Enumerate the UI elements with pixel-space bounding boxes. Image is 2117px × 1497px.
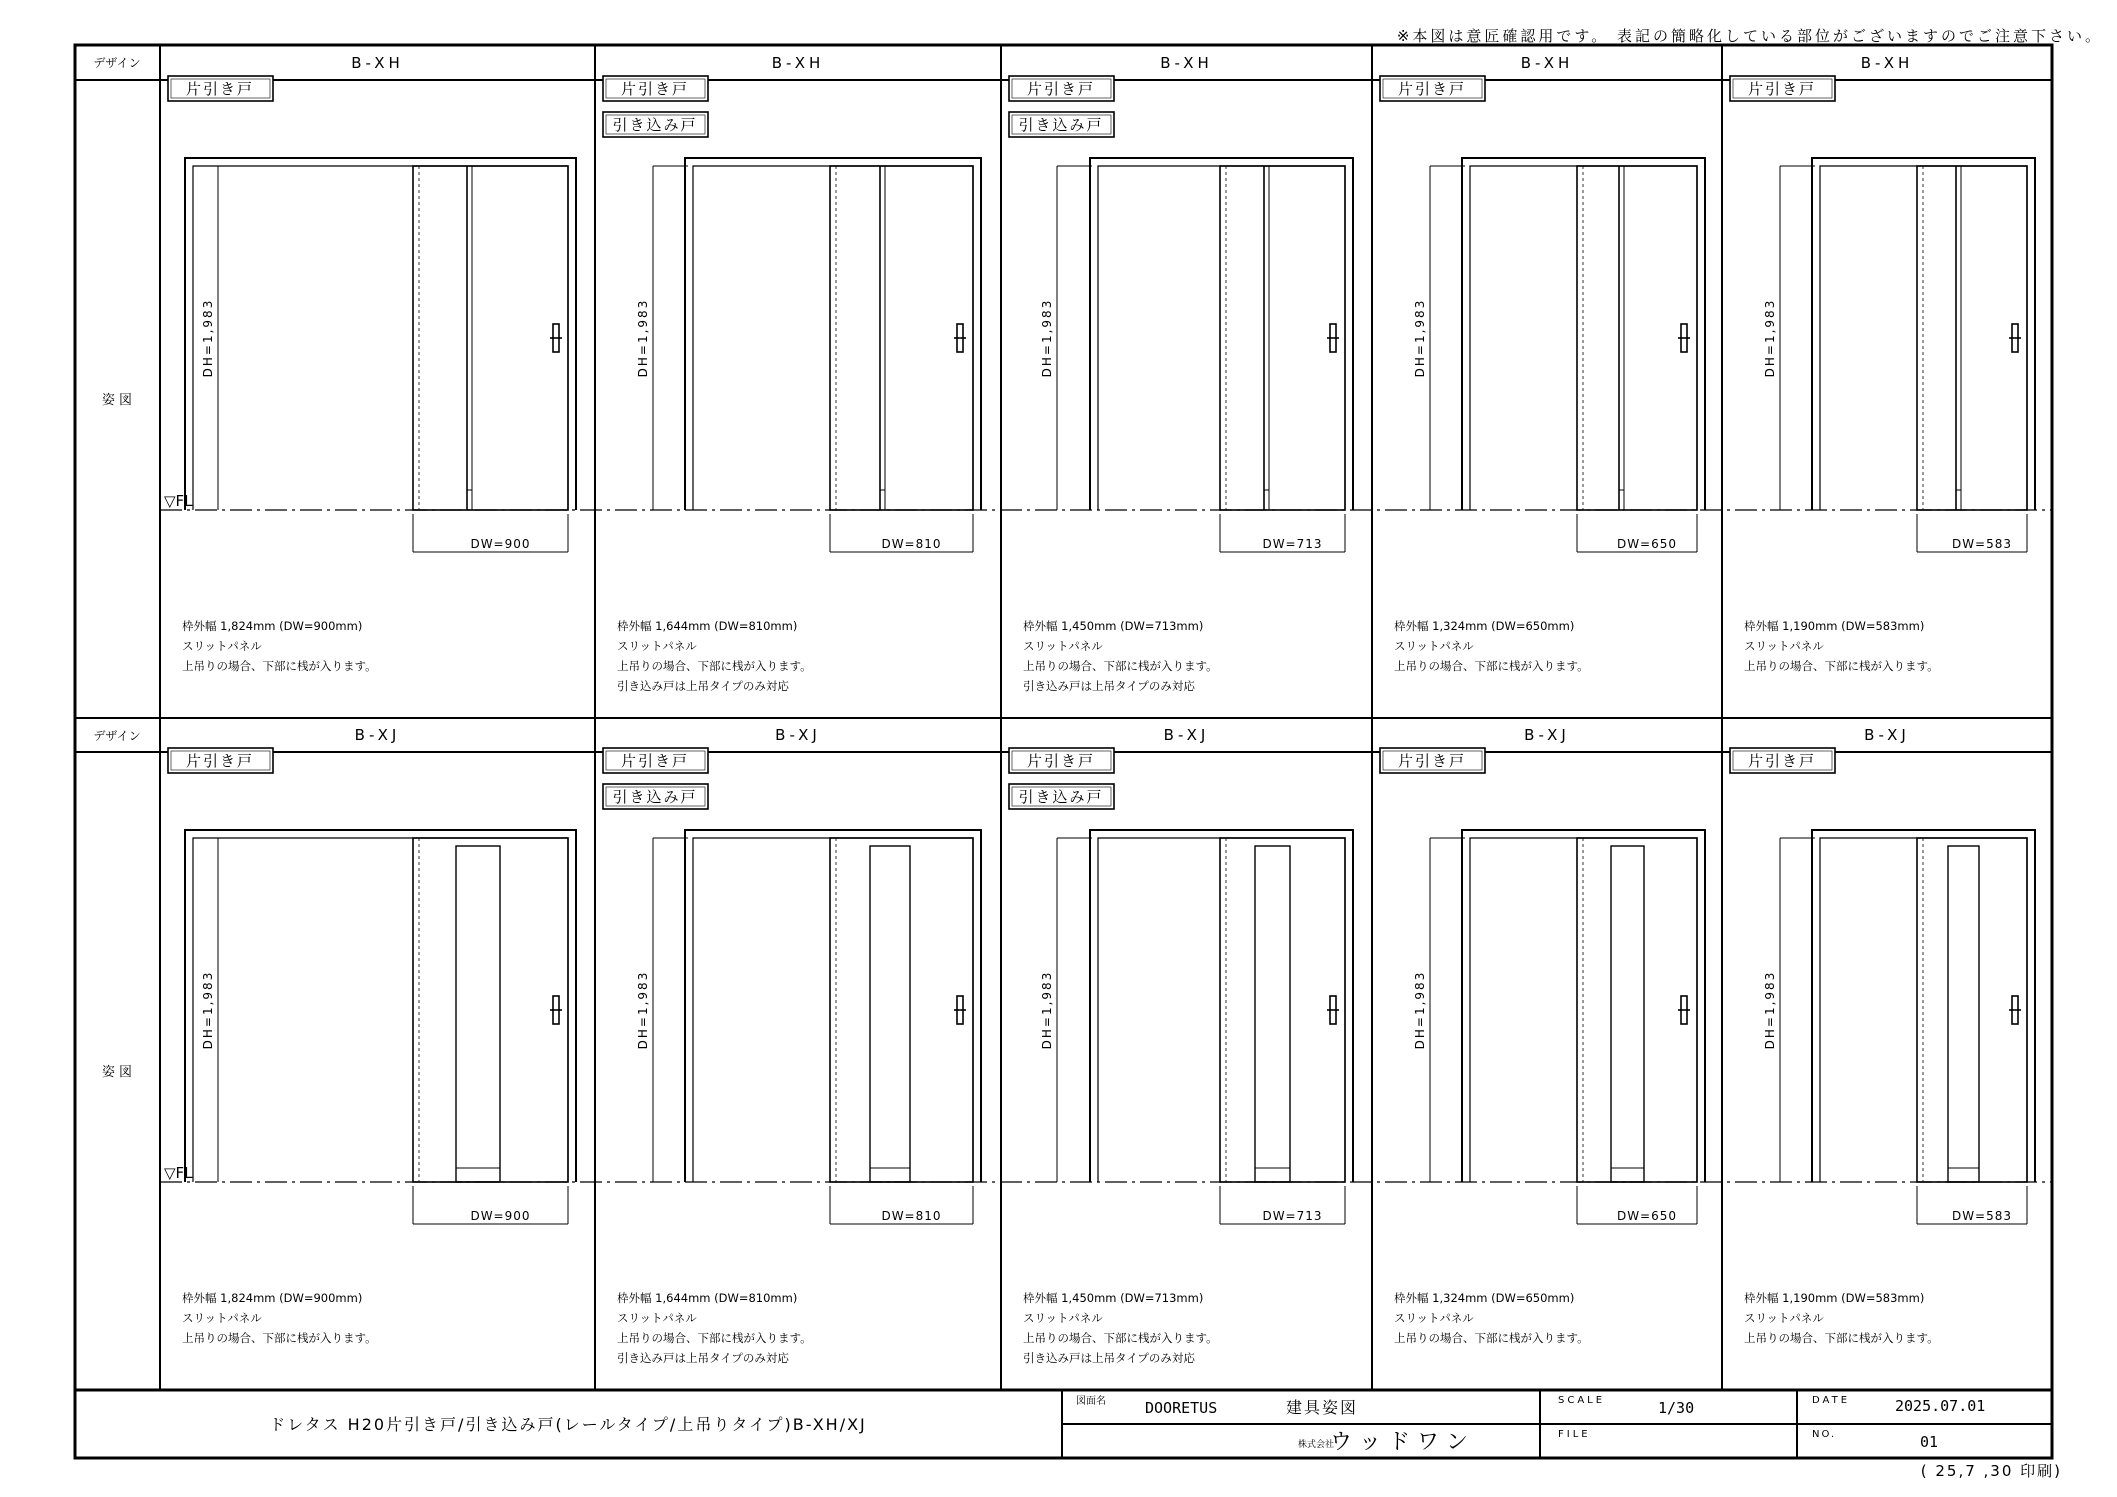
door-leaf <box>1220 838 1345 1182</box>
no-label: NO. <box>1812 1429 1837 1440</box>
title-block <box>269 1390 2052 1458</box>
door-leaf <box>413 838 568 1182</box>
fl-label: ▽FL <box>164 492 193 510</box>
door-panel <box>1009 54 1353 693</box>
panel-note: 上吊りの場合、下部に桟が入ります。 <box>1744 1331 1939 1345</box>
door-frame <box>1462 158 1705 510</box>
elevation-row-label: 姿 図 <box>101 393 133 408</box>
panel-note: スリットパネル <box>1023 639 1103 653</box>
panel-note: 枠外幅 1,824mm (DW=900mm) <box>182 1291 363 1305</box>
door-panel <box>1730 54 2035 673</box>
panel-note: 上吊りの場合、下部に桟が入ります。 <box>1394 1331 1589 1345</box>
panel-note: スリットパネル <box>617 1311 697 1325</box>
glass-slit <box>456 846 500 1182</box>
panel-note: 枠外幅 1,190mm (DW=583mm) <box>1744 619 1925 633</box>
design-code: B-XH <box>1520 54 1574 72</box>
door-leaf <box>830 838 973 1182</box>
door-type-label: 引き込み戸 <box>1018 788 1104 806</box>
panel-note: スリットパネル <box>1394 1311 1474 1325</box>
date-value: 2025.07.01 <box>1895 1397 1986 1415</box>
glass-slit <box>1948 846 1979 1182</box>
company-name: ウ ッ ド ワ ン <box>1330 1430 1468 1455</box>
height-dimension-label: DH=1,983 <box>636 970 650 1050</box>
door-frame <box>685 158 981 510</box>
panel-note: 枠外幅 1,644mm (DW=810mm) <box>617 619 798 633</box>
panel-note: 枠外幅 1,324mm (DW=650mm) <box>1394 619 1575 633</box>
door-frame <box>1812 830 2035 1182</box>
print-date: ( 25,7 ,30 印刷) <box>1920 1462 2062 1480</box>
panel-note: スリットパネル <box>182 639 262 653</box>
door-frame <box>1090 158 1353 510</box>
glass-slit <box>870 846 910 1182</box>
door-type-label: 片引き戸 <box>1397 80 1467 98</box>
panel-note: スリットパネル <box>617 639 697 653</box>
panel-note: 上吊りの場合、下部に桟が入ります。 <box>1394 659 1589 673</box>
door-panels <box>168 54 2035 1365</box>
design-row-label: デザイン <box>93 729 141 743</box>
glass-slit <box>1611 846 1644 1182</box>
panel-note: 枠外幅 1,324mm (DW=650mm) <box>1394 1291 1575 1305</box>
door-frame <box>185 830 576 1182</box>
panel-note: スリットパネル <box>1744 639 1824 653</box>
panel-note: スリットパネル <box>1394 639 1474 653</box>
design-code: B-XJ <box>1163 726 1210 744</box>
panel-note: 枠外幅 1,190mm (DW=583mm) <box>1744 1291 1925 1305</box>
panel-note: 引き込み戸は上吊タイプのみ対応 <box>617 1351 789 1365</box>
width-dimension-label: DW=650 <box>1616 537 1678 551</box>
fl-label: ▽FL <box>164 1164 193 1182</box>
door-leaf <box>413 166 568 510</box>
width-dimension-label: DW=583 <box>1951 537 2013 551</box>
date-label: DATE <box>1812 1395 1851 1406</box>
door-frame <box>1090 830 1353 1182</box>
door-panel <box>603 726 981 1365</box>
height-dimension-label: DH=1,983 <box>1413 970 1427 1050</box>
panel-note: 引き込み戸は上吊タイプのみ対応 <box>617 679 789 693</box>
door-panel <box>1380 726 1705 1345</box>
door-leaf <box>1220 166 1345 510</box>
drawing-name-product: DOORETUS <box>1145 1399 1218 1417</box>
door-panel <box>1380 54 1705 673</box>
panel-note: 上吊りの場合、下部に桟が入ります。 <box>1023 1331 1218 1345</box>
glass-slit <box>1255 846 1290 1182</box>
height-dimension-label: DH=1,983 <box>1413 298 1427 378</box>
panel-note: 上吊りの場合、下部に桟が入ります。 <box>182 659 377 673</box>
door-panel <box>1730 726 2035 1345</box>
door-type-label: 引き込み戸 <box>612 788 698 806</box>
design-code: B-XJ <box>1524 726 1570 744</box>
door-leaf <box>830 166 973 510</box>
height-dimension-label: DH=1,983 <box>1763 298 1777 378</box>
panel-note: スリットパネル <box>1744 1311 1824 1325</box>
width-dimension-label: DW=810 <box>881 537 942 551</box>
panel-note: 上吊りの場合、下部に桟が入ります。 <box>617 1331 812 1345</box>
panel-note: スリットパネル <box>182 1311 262 1325</box>
panel-note: 枠外幅 1,450mm (DW=713mm) <box>1023 1291 1204 1305</box>
door-panel <box>168 726 576 1345</box>
width-dimension-label: DW=583 <box>1951 1209 2013 1223</box>
door-type-label: 片引き戸 <box>620 752 690 770</box>
height-dimension-label: DH=1,983 <box>1040 298 1054 378</box>
door-panel <box>603 54 981 693</box>
door-type-label: 片引き戸 <box>185 752 255 770</box>
width-dimension-label: DW=713 <box>1262 537 1323 551</box>
height-dimension-label: DH=1,983 <box>201 970 215 1050</box>
notice-text: ※本図は意匠確認用です。 表記の簡略化している部位がございますのでご注意下さい。 <box>1396 27 2103 45</box>
door-panel <box>168 54 576 673</box>
height-dimension-label: DH=1,983 <box>636 298 650 378</box>
height-dimension-label: DH=1,983 <box>201 298 215 378</box>
panel-note: 上吊りの場合、下部に桟が入ります。 <box>182 1331 377 1345</box>
drawing-name-label: 図面名 <box>1076 1396 1106 1407</box>
panel-note: スリットパネル <box>1023 1311 1103 1325</box>
panel-note: 枠外幅 1,644mm (DW=810mm) <box>617 1291 798 1305</box>
scale-label: SCALE <box>1558 1395 1606 1406</box>
panel-note: 枠外幅 1,824mm (DW=900mm) <box>182 619 363 633</box>
drawing-name-value: 建具姿図 <box>1286 1398 1359 1417</box>
width-dimension-label: DW=900 <box>470 1209 531 1223</box>
panel-note: 上吊りの場合、下部に桟が入ります。 <box>617 659 812 673</box>
panel-note: 上吊りの場合、下部に桟が入ります。 <box>1744 659 1939 673</box>
door-type-label: 片引き戸 <box>185 80 255 98</box>
door-frame <box>1462 830 1705 1182</box>
door-type-label: 片引き戸 <box>1747 80 1817 98</box>
door-frame <box>185 158 576 510</box>
door-type-label: 片引き戸 <box>1747 752 1817 770</box>
door-type-label: 片引き戸 <box>1397 752 1467 770</box>
height-dimension-label: DH=1,983 <box>1763 970 1777 1050</box>
design-code: B-XJ <box>775 726 821 744</box>
door-type-label: 引き込み戸 <box>612 116 698 134</box>
panel-note: 引き込み戸は上吊タイプのみ対応 <box>1023 679 1195 693</box>
sheet-title: ドレタス H20片引き戸/引き込み戸(レールタイプ/上吊りタイプ)B-XH/XJ <box>269 1415 867 1434</box>
door-panel <box>1009 726 1353 1365</box>
no-value: 01 <box>1920 1433 1939 1451</box>
design-code: B-XJ <box>354 726 401 744</box>
door-type-label: 片引き戸 <box>620 80 690 98</box>
company-prefix: 株式会社 <box>1298 1440 1335 1450</box>
elevation-row-label: 姿 図 <box>101 1065 133 1080</box>
design-code: B-XH <box>1860 54 1914 72</box>
door-type-label: 片引き戸 <box>1026 752 1096 770</box>
door-frame <box>685 830 981 1182</box>
file-label: FILE <box>1558 1429 1591 1440</box>
door-type-label: 引き込み戸 <box>1018 116 1104 134</box>
width-dimension-label: DW=810 <box>881 1209 942 1223</box>
design-code: B-XH <box>771 54 825 72</box>
width-dimension-label: DW=713 <box>1262 1209 1323 1223</box>
design-code: B-XH <box>351 54 404 72</box>
door-frame <box>1812 158 2035 510</box>
panel-note: 枠外幅 1,450mm (DW=713mm) <box>1023 619 1204 633</box>
door-type-label: 片引き戸 <box>1026 80 1096 98</box>
panel-note: 引き込み戸は上吊タイプのみ対応 <box>1023 1351 1195 1365</box>
panel-note: 上吊りの場合、下部に桟が入ります。 <box>1023 659 1218 673</box>
design-code: B-XH <box>1160 54 1213 72</box>
height-dimension-label: DH=1,983 <box>1040 970 1054 1050</box>
scale-value: 1/30 <box>1658 1399 1695 1417</box>
design-row-label: デザイン <box>93 56 141 70</box>
width-dimension-label: DW=650 <box>1616 1209 1678 1223</box>
design-code: B-XJ <box>1864 726 1910 744</box>
width-dimension-label: DW=900 <box>470 537 531 551</box>
